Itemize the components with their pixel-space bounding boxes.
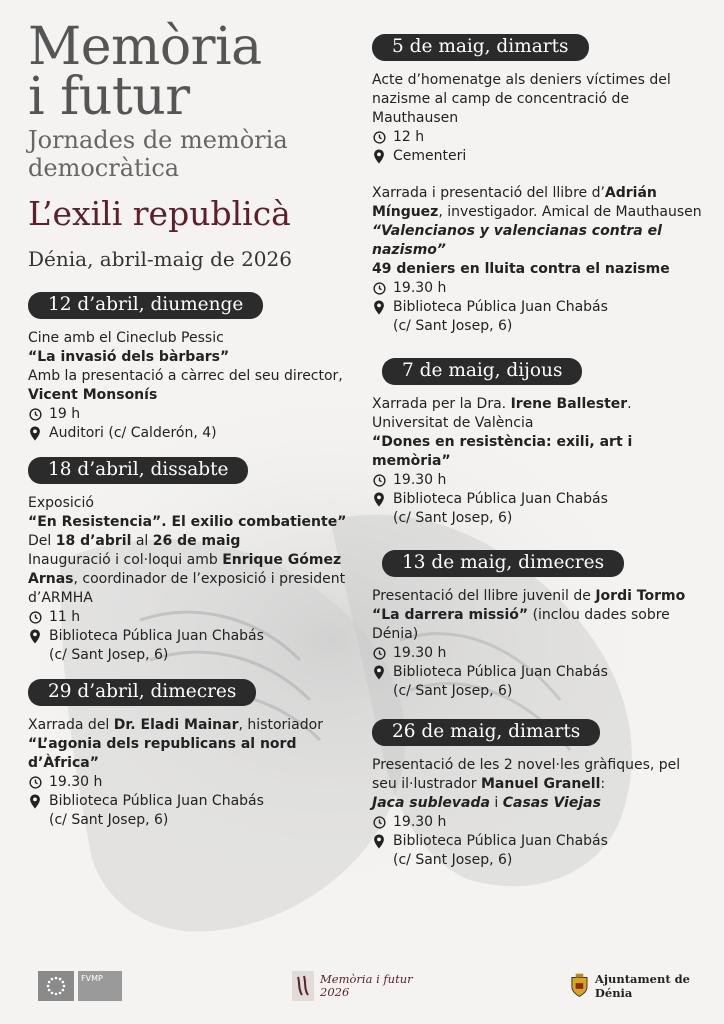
end-date: 26 de maig [152, 533, 241, 549]
event-time: 19.30 h [393, 472, 447, 488]
text-span: , investigador. Amical de Mauthausen [438, 204, 702, 220]
fvmp-logo [78, 971, 122, 1001]
fvmp-label: FVMP [81, 974, 103, 983]
left-column [28, 17, 348, 830]
event-time: 11 h [49, 609, 81, 625]
text-span: i [489, 795, 503, 811]
event-description [372, 587, 712, 606]
event-venue: Cementeri [393, 148, 467, 164]
event-affiliation: Universitat de València [372, 415, 534, 431]
title-line-2: i futur [28, 67, 190, 127]
event-13-may [372, 550, 712, 701]
hands-logo-icon [292, 971, 314, 1001]
map-pin-icon [372, 490, 386, 509]
date-pill: 13 de maig, dimecres [382, 550, 624, 577]
eu-stars-icon [38, 971, 74, 1001]
event-speaker: Dr. Eladi Mainar [113, 717, 239, 733]
clock-icon [372, 128, 386, 147]
map-pin-icon [28, 424, 42, 443]
text-span: , coordinador de l’exposició i president [73, 571, 346, 587]
event-description-end: d’ARMHA [28, 590, 93, 606]
event-speaker: Enrique Gómez [222, 552, 342, 568]
event-description-cont [28, 570, 348, 589]
date-pill: 12 d’abril, diumenge [28, 292, 263, 319]
event-type: Exposició [28, 495, 94, 511]
event-18-april [28, 457, 348, 665]
event-venue-address: (c/ Sant Josep, 6) [393, 683, 513, 699]
event-time: 19 h [49, 406, 81, 422]
event-venue: Biblioteca Pública Juan Chabás [49, 793, 264, 809]
event-description-cont [372, 775, 712, 794]
text-span: : [600, 776, 606, 792]
footer-logo-year: 2026 [320, 985, 350, 999]
text-span: , historiador [238, 717, 323, 733]
event-description-cont: nazisme al camp de concentració de [372, 91, 630, 107]
text-span: Del [28, 533, 56, 549]
date-pill: 18 d’abril, dissabte [28, 457, 248, 484]
start-date: 18 d’abril [55, 533, 132, 549]
footer-logo-title: Memòria i futur [320, 972, 413, 986]
footer-sponsor-logos [38, 966, 122, 1006]
theme-heading: L’exili republicà [28, 194, 291, 233]
event-description-cont [372, 203, 712, 222]
event-description: Amb la presentació a càrrec del seu director, [28, 368, 343, 384]
event-venue: Biblioteca Pública Juan Chabás [393, 299, 608, 315]
poster-subtitle [28, 126, 348, 182]
date-pill: 26 de maig, dimarts [372, 719, 600, 746]
map-pin-icon [28, 627, 42, 646]
event-speaker-cont: Arnas [28, 571, 74, 587]
text-span: al [131, 533, 153, 549]
clock-icon [28, 405, 42, 424]
event-venue-address: (c/ Sant Josep, 6) [393, 318, 513, 334]
event-description [28, 716, 348, 735]
text-span: Xarrada i presentació del llibre d’ [372, 185, 605, 201]
event-venue: Biblioteca Pública Juan Chabás [49, 628, 264, 644]
event-title: “L’agonia dels republicans al nord d’Àfrica” [28, 736, 297, 771]
event-description [372, 184, 712, 203]
text-span: (inclou dades sobre [528, 607, 670, 623]
place-and-date: Dénia, abril-maig de 2026 [28, 247, 292, 271]
event-dates [28, 532, 348, 551]
event-12-april [28, 292, 348, 443]
map-pin-icon [372, 663, 386, 682]
event-title: “Dones en resistència: exili, art i memòria” [372, 434, 633, 469]
event-venue: Biblioteca Pública Juan Chabás [393, 664, 608, 680]
event-description-end: Mauthausen [372, 110, 459, 126]
event-speaker: Manuel Granell [481, 776, 601, 792]
event-title: “La darrera missió” [372, 607, 529, 623]
event-speaker: Jordi Tormo [595, 588, 686, 604]
date-pill: 7 de maig, dijous [382, 358, 582, 385]
event-title: “La invasió dels bàrbars” [28, 349, 230, 365]
clock-icon [28, 773, 42, 792]
event-venue-address: (c/ Sant Josep, 6) [393, 852, 513, 868]
event-29-april [28, 679, 348, 830]
event-venue-address: (c/ Sant Josep, 6) [49, 647, 169, 663]
title-line-1: Memòria [28, 17, 262, 77]
clock-icon [372, 279, 386, 298]
event-speaker: Vicent Monsonís [28, 387, 158, 403]
event-time: 19.30 h [393, 814, 447, 830]
event-time: 19.30 h [393, 645, 447, 661]
poster-title [28, 17, 348, 127]
text-span: Presentació del llibre juvenil de [372, 588, 596, 604]
book-subtitle: 49 deniers en lluita contra el nazisme [372, 261, 670, 277]
event-time: 12 h [393, 129, 425, 145]
text-span: . [627, 396, 632, 412]
novel-title-2: Casas Viejas [502, 795, 601, 811]
text-span: Xarrada del [28, 717, 114, 733]
clock-icon [372, 644, 386, 663]
graphic-novel-titles [372, 794, 712, 813]
event-venue: Biblioteca Pública Juan Chabás [393, 833, 608, 849]
footer-event-logo [292, 966, 413, 1006]
text-span: Xarrada per la Dra. [372, 396, 511, 412]
event-description-end: Dénia) [372, 626, 419, 642]
clock-icon [372, 471, 386, 490]
right-column [372, 34, 712, 870]
event-5-may-talk [372, 184, 712, 336]
event-time: 19.30 h [393, 280, 447, 296]
event-26-may [372, 719, 712, 870]
event-time: 19.30 h [49, 774, 103, 790]
council-shield-icon [570, 973, 589, 999]
clock-icon [28, 608, 42, 627]
council-name: Ajuntament de Dénia [594, 972, 690, 1000]
event-description: Presentació de les 2 novel·les gràfiques, pel [372, 757, 681, 773]
event-venue-address: (c/ Sant Josep, 6) [393, 510, 513, 526]
map-pin-icon [372, 832, 386, 851]
event-description: Acte d’homenatge als deniers víctimes del [372, 72, 671, 88]
map-pin-icon [372, 147, 386, 166]
subtitle-line-1: Jornades de memòria [28, 126, 288, 154]
event-venue: Biblioteca Pública Juan Chabás [393, 491, 608, 507]
event-description [372, 395, 712, 414]
event-speaker: Irene Ballester [510, 396, 628, 412]
event-venue-address: (c/ Sant Josep, 6) [49, 812, 169, 828]
book-title: “Valencianos y valencianas contra el nazismo” [372, 223, 662, 258]
event-7-may [372, 358, 712, 528]
event-5-may [372, 34, 712, 166]
subtitle-line-2: democràtica [28, 154, 180, 182]
event-description [28, 551, 348, 570]
event-title-line [372, 606, 712, 625]
event-type: Cine amb el Cineclub Pessic [28, 330, 224, 346]
event-venue: Auditori (c/ Calderón, 4) [49, 425, 217, 441]
date-pill: 29 d’abril, dimecres [28, 679, 256, 706]
novel-title-1: Jaca sublevada [372, 795, 490, 811]
footer-council-logo [570, 966, 724, 1006]
date-pill: 5 de maig, dimarts [372, 34, 589, 61]
event-title: “En Resistencia”. El exilio combatiente” [28, 514, 347, 530]
map-pin-icon [372, 298, 386, 317]
event-speaker-cont: Mínguez [372, 204, 439, 220]
map-pin-icon [28, 792, 42, 811]
event-speaker: Adrián [604, 185, 657, 201]
clock-icon [372, 813, 386, 832]
text-span: seu il·lustrador [372, 776, 481, 792]
text-span: Inauguració i col·loqui amb [28, 552, 223, 568]
